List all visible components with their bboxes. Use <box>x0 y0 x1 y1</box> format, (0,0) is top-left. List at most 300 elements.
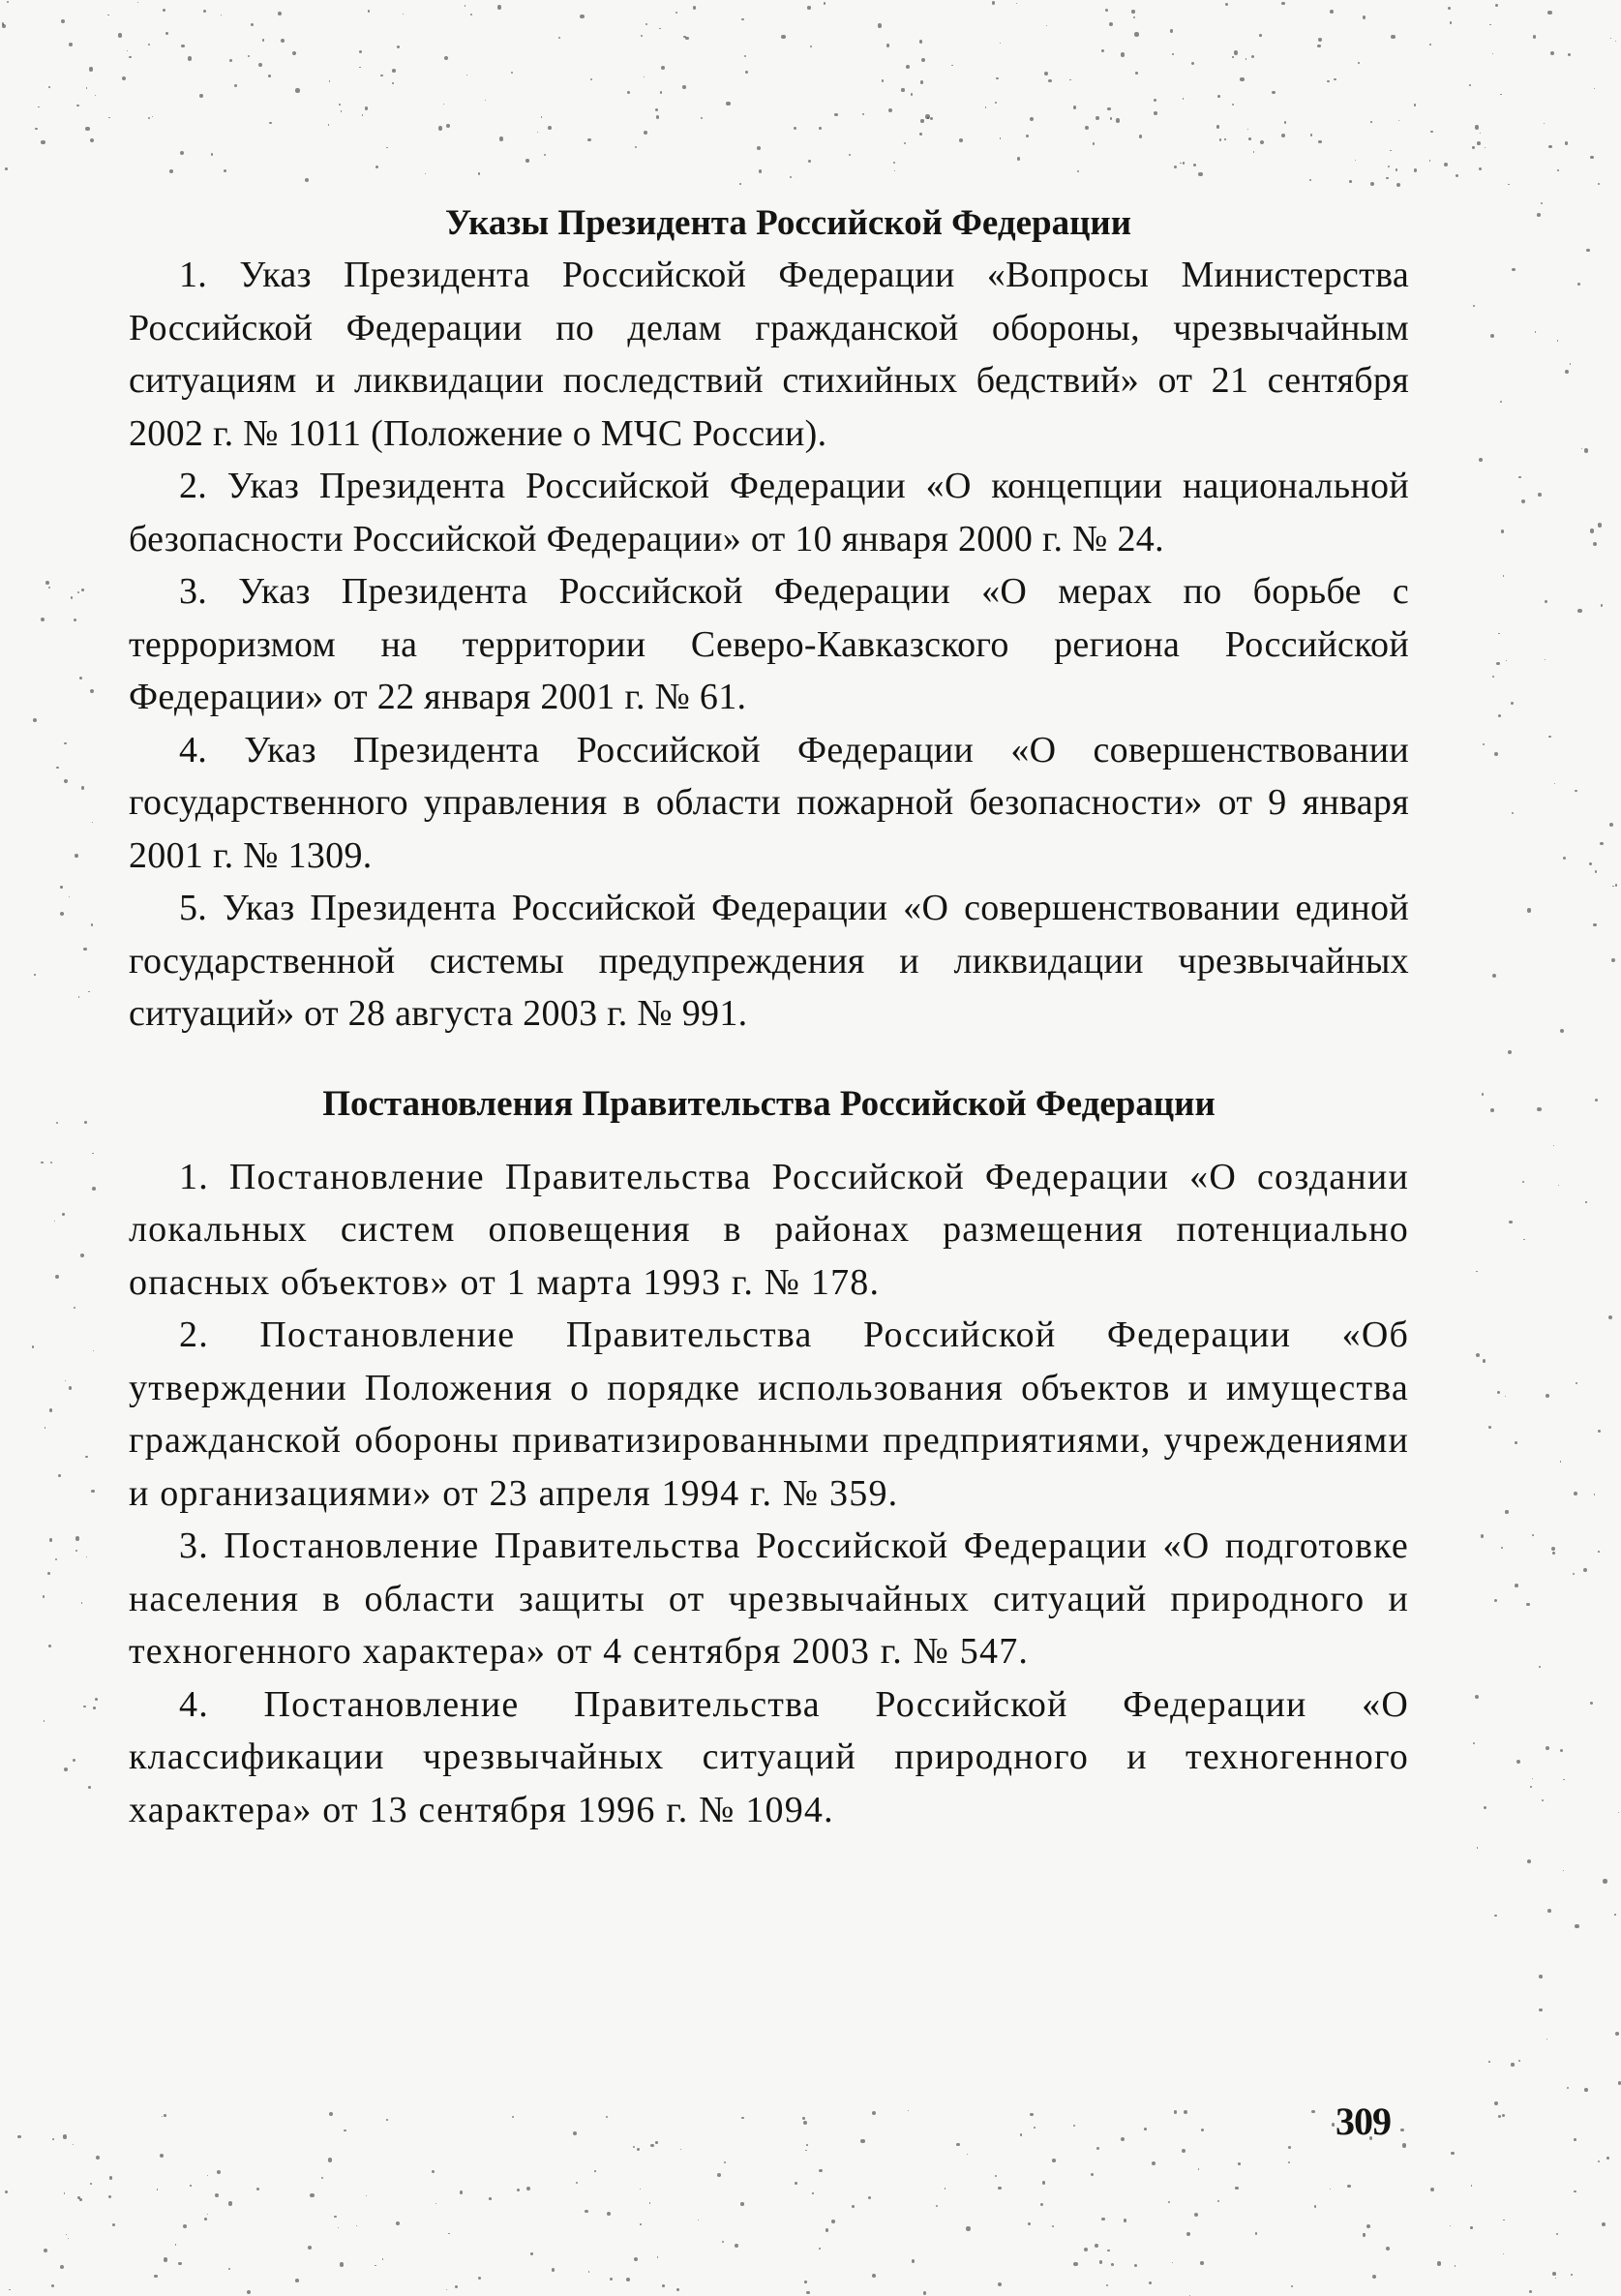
noise-speck <box>1429 44 1431 45</box>
noise-speck <box>927 117 930 120</box>
noise-speck <box>701 117 703 119</box>
noise-speck <box>359 50 362 53</box>
noise-speck <box>73 2144 74 2145</box>
noise-speck <box>1598 1430 1601 1433</box>
noise-speck <box>1437 2261 1441 2265</box>
noise-speck <box>339 104 341 106</box>
noise-speck <box>882 79 885 82</box>
noise-speck <box>995 2175 997 2177</box>
noise-speck <box>63 2134 67 2138</box>
noise-speck <box>329 80 330 81</box>
noise-speck <box>45 1427 46 1429</box>
noise-speck <box>886 44 890 47</box>
noise-speck <box>81 786 84 789</box>
noise-speck <box>1085 126 1089 130</box>
noise-speck <box>1584 2088 1588 2092</box>
noise-speck <box>1251 55 1254 58</box>
noise-speck <box>1048 79 1052 83</box>
noise-speck <box>1518 476 1521 479</box>
noise-speck <box>1030 117 1034 121</box>
noise-speck <box>906 65 910 69</box>
noise-speck <box>1475 1695 1479 1699</box>
noise-speck <box>1612 886 1614 888</box>
noise-speck <box>1563 1779 1565 1781</box>
noise-speck <box>5 167 8 170</box>
noise-speck <box>740 2202 743 2205</box>
noise-speck <box>998 2282 1002 2286</box>
noise-speck <box>959 138 963 142</box>
noise-speck <box>207 2175 209 2177</box>
noise-speck <box>204 2218 207 2220</box>
noise-speck <box>211 153 214 156</box>
noise-speck <box>1396 183 1400 187</box>
noise-speck <box>489 2197 492 2200</box>
noise-speck <box>1574 2190 1576 2193</box>
noise-speck <box>1473 305 1475 307</box>
noise-speck <box>803 2121 807 2125</box>
noise-speck <box>58 1474 61 1477</box>
noise-speck <box>33 718 37 722</box>
noise-speck <box>1291 2285 1293 2287</box>
noise-speck <box>1494 1599 1497 1602</box>
noise-speck <box>1091 2173 1094 2176</box>
noise-speck <box>1533 35 1536 38</box>
noise-speck <box>1500 401 1502 403</box>
noise-speck <box>919 40 922 43</box>
noise-speck <box>1170 29 1173 32</box>
noise-speck <box>258 63 262 67</box>
noise-speck <box>1109 22 1113 26</box>
noise-speck <box>1505 1396 1506 1397</box>
noise-speck <box>1471 2185 1473 2187</box>
noise-speck <box>1584 448 1588 452</box>
noise-speck <box>1515 1441 1517 1444</box>
noise-speck <box>587 138 591 142</box>
resolution-item-1: 1. Постановление Правительства Российской Федерации «О создании локальных систем оповещения в районах размещения потенциально опасных объектов» от 1 марта 1993 г. № 178. <box>129 1156 1409 1303</box>
noise-speck <box>985 106 987 108</box>
noise-speck <box>1611 958 1615 962</box>
noise-speck <box>1444 163 1448 166</box>
decree-item-2: 2. Указ Президента Российской Федерации «О концепции национальной безопасности Российской Федерации» от 10 января 2000 г. № 24. <box>129 466 1409 559</box>
noise-speck <box>594 2170 596 2172</box>
noise-speck <box>992 1 995 4</box>
noise-speck <box>112 2223 116 2227</box>
noise-speck <box>1545 659 1546 660</box>
noise-speck <box>1174 2110 1177 2113</box>
noise-speck <box>1575 790 1576 792</box>
noise-speck <box>911 93 914 96</box>
noise-speck <box>1224 138 1226 140</box>
noise-speck <box>69 43 73 46</box>
noise-speck <box>580 15 584 18</box>
noise-speck <box>44 1720 45 1721</box>
noise-speck <box>109 2176 112 2179</box>
noise-speck <box>278 12 282 15</box>
noise-speck <box>75 1536 79 1540</box>
noise-speck <box>1139 135 1143 138</box>
noise-speck <box>1247 129 1248 130</box>
noise-speck <box>1469 84 1471 86</box>
noise-speck <box>1017 157 1021 161</box>
noise-speck <box>1216 125 1220 129</box>
noise-speck <box>64 2192 66 2194</box>
noise-speck <box>717 2173 721 2177</box>
noise-speck <box>819 127 822 130</box>
noise-speck <box>190 2185 191 2186</box>
noise-speck <box>446 124 450 128</box>
noise-speck <box>1594 1494 1595 1495</box>
noise-speck <box>56 1122 58 1124</box>
noise-speck <box>819 2248 821 2250</box>
noise-speck <box>1558 1185 1559 1186</box>
noise-speck <box>512 2116 514 2118</box>
page-number: 309 <box>1336 2100 1391 2143</box>
noise-speck <box>1586 249 1590 253</box>
noise-speck <box>860 2139 864 2143</box>
noise-speck <box>641 35 644 38</box>
noise-speck <box>1366 2224 1370 2228</box>
noise-speck <box>295 2279 299 2282</box>
noise-speck <box>650 2144 654 2148</box>
noise-speck <box>573 2131 577 2135</box>
noise-speck <box>1186 2232 1190 2236</box>
noise-speck <box>606 2116 608 2118</box>
noise-speck <box>108 117 110 119</box>
noise-speck <box>645 23 647 25</box>
noise-speck <box>1498 714 1501 717</box>
noise-speck <box>676 2288 679 2291</box>
noise-speck <box>802 2117 804 2119</box>
noise-speck <box>1144 2128 1147 2130</box>
noise-speck <box>41 140 45 144</box>
noise-speck <box>1400 2129 1403 2131</box>
noise-speck <box>366 2195 367 2196</box>
noise-speck <box>1551 1547 1555 1551</box>
noise-speck <box>1016 3 1017 4</box>
noise-speck <box>137 2 138 3</box>
noise-speck <box>1539 1975 1542 1978</box>
noise-speck <box>1093 142 1095 144</box>
noise-speck <box>1503 2220 1505 2221</box>
noise-speck <box>90 138 94 142</box>
noise-speck <box>901 88 904 91</box>
noise-speck <box>919 133 922 136</box>
noise-speck <box>862 113 864 115</box>
noise-speck <box>90 2183 92 2185</box>
noise-speck <box>644 131 647 135</box>
noise-speck <box>662 2284 665 2287</box>
noise-speck <box>996 77 998 79</box>
noise-speck <box>1124 2219 1127 2222</box>
noise-speck <box>75 1550 77 1552</box>
noise-speck <box>1390 150 1392 152</box>
noise-speck <box>585 2210 588 2214</box>
noise-speck <box>1600 842 1603 845</box>
decree-item-5: 5. Указ Президента Российской Федерации «О совершенствовании единой государственной системы предупреждения и ликвидации чрезвычайных ситуаций» от 28 августа 2003 г. № 991. <box>129 888 1409 1034</box>
resolution-item-2: 2. Постановление Правительства Российской Федерации «Об утверждении Положения о порядке использования объектов и имущества гражданской обороны приватизированными предприятиями, учреждениями и организациями» от 23 апреля 1994 г. № 359. <box>129 1314 1409 1514</box>
noise-speck <box>819 2169 822 2172</box>
noise-speck <box>1494 1915 1497 1918</box>
noise-speck <box>55 1275 59 1279</box>
noise-speck <box>1473 1742 1475 1744</box>
noise-speck <box>75 854 78 858</box>
noise-speck <box>164 2257 167 2261</box>
noise-speck <box>65 1380 66 1381</box>
noise-speck <box>852 2205 855 2208</box>
noise-speck <box>1281 2 1284 5</box>
noise-speck <box>375 2265 376 2267</box>
noise-speck <box>1480 133 1481 134</box>
noise-speck <box>77 2196 80 2199</box>
noise-speck <box>1235 2187 1239 2190</box>
noise-speck <box>455 2285 458 2288</box>
noise-speck <box>1105 9 1108 12</box>
noise-speck <box>89 67 93 71</box>
noise-speck <box>234 84 237 87</box>
noise-speck <box>637 2148 640 2151</box>
noise-speck <box>904 142 907 145</box>
noise-speck <box>831 2220 835 2223</box>
noise-speck <box>69 896 70 897</box>
noise-speck <box>1492 53 1493 54</box>
noise-speck <box>1560 1029 1564 1033</box>
noise-speck <box>1134 32 1138 36</box>
noise-speck <box>1386 177 1389 180</box>
noise-speck <box>1201 2129 1204 2131</box>
noise-speck <box>1500 94 1502 96</box>
noise-speck <box>920 80 923 83</box>
noise-speck <box>1259 34 1262 37</box>
noise-speck <box>682 85 685 88</box>
noise-speck <box>129 56 131 58</box>
noise-speck <box>558 37 560 39</box>
noise-speck <box>1073 2125 1075 2127</box>
noise-speck <box>84 1121 87 1124</box>
noise-speck <box>1553 1145 1554 1146</box>
noise-speck <box>1317 45 1320 47</box>
noise-speck <box>34 974 36 976</box>
noise-speck <box>60 886 62 888</box>
noise-speck <box>1489 24 1490 25</box>
noise-speck <box>1601 604 1604 607</box>
noise-speck <box>1512 268 1516 272</box>
noise-speck <box>17 2135 20 2138</box>
noise-speck <box>526 2187 530 2190</box>
noise-speck <box>1526 1603 1529 1606</box>
noise-speck <box>1191 62 1194 65</box>
noise-speck <box>1589 862 1592 865</box>
noise-speck <box>1234 50 1238 54</box>
noise-speck <box>478 2277 481 2280</box>
noise-speck <box>675 12 677 14</box>
noise-speck <box>217 2170 221 2174</box>
noise-speck <box>626 2278 630 2281</box>
noise-speck <box>1539 1666 1541 1668</box>
noise-speck <box>1106 2284 1108 2286</box>
noise-speck <box>1585 1201 1587 1203</box>
noise-speck <box>329 2112 333 2116</box>
noise-speck <box>51 2284 54 2287</box>
noise-speck <box>1495 4 1498 7</box>
noise-speck <box>1577 609 1581 613</box>
noise-speck <box>256 2188 259 2190</box>
noise-speck <box>1505 1510 1508 1513</box>
noise-speck <box>93 1707 96 1709</box>
noise-speck <box>921 58 925 62</box>
noise-speck <box>1310 134 1313 136</box>
noise-speck <box>795 2182 797 2185</box>
noise-speck <box>1595 870 1597 872</box>
noise-speck <box>1110 117 1113 120</box>
noise-speck <box>1069 79 1071 81</box>
noise-speck <box>1547 1909 1551 1913</box>
noise-speck <box>576 2182 579 2185</box>
noise-speck <box>1430 2188 1434 2191</box>
noise-speck <box>633 2146 635 2148</box>
noise-speck <box>1576 1382 1577 1384</box>
noise-speck <box>537 132 538 133</box>
noise-speck <box>1546 1746 1549 1750</box>
noise-speck <box>48 86 50 88</box>
noise-speck <box>1590 156 1593 159</box>
noise-speck <box>95 95 96 96</box>
noise-speck <box>203 10 206 13</box>
noise-speck <box>321 2177 323 2179</box>
noise-speck <box>386 2119 388 2121</box>
noise-speck <box>91 1490 95 1494</box>
noise-speck <box>295 88 299 92</box>
noise-speck <box>1194 2213 1198 2217</box>
noise-speck <box>1618 1812 1619 1813</box>
noise-speck <box>35 128 37 130</box>
noise-speck <box>1575 1924 1578 1928</box>
noise-speck <box>86 1556 87 1557</box>
noise-speck <box>794 127 797 131</box>
noise-speck <box>262 39 265 42</box>
noise-speck <box>73 1759 75 1762</box>
noise-speck <box>1485 147 1486 148</box>
noise-speck <box>207 2214 208 2215</box>
noise-speck <box>1455 2265 1456 2266</box>
noise-speck <box>649 2202 650 2203</box>
noise-speck <box>607 2212 611 2216</box>
noise-speck <box>804 2281 807 2283</box>
noise-speck <box>1523 1239 1525 1241</box>
noise-speck <box>966 2226 970 2230</box>
noise-speck <box>1240 77 1244 81</box>
noise-speck <box>757 146 761 150</box>
noise-speck <box>1172 53 1174 55</box>
noise-speck <box>127 50 129 52</box>
noise-speck <box>1096 116 1099 120</box>
noise-speck <box>1516 1760 1520 1764</box>
noise-speck <box>1456 174 1458 177</box>
noise-speck <box>1152 2161 1156 2165</box>
noise-speck <box>548 126 552 130</box>
noise-speck <box>1414 104 1417 106</box>
noise-speck <box>1476 1271 1477 1272</box>
noise-speck <box>1498 633 1499 634</box>
noise-speck <box>1556 2233 1558 2235</box>
noise-speck <box>1482 1093 1485 1096</box>
noise-speck <box>78 996 79 997</box>
noise-speck <box>81 1602 83 1604</box>
noise-speck <box>685 37 689 41</box>
noise-speck <box>403 14 404 15</box>
noise-speck <box>1184 2110 1187 2114</box>
noise-speck <box>438 126 442 130</box>
noise-speck <box>60 912 64 916</box>
noise-speck <box>499 136 503 140</box>
noise-speck <box>83 948 87 952</box>
noise-speck <box>967 2154 968 2155</box>
noise-speck <box>722 2241 724 2243</box>
noise-speck <box>1475 125 1479 129</box>
noise-speck <box>1052 2225 1054 2227</box>
noise-speck <box>1552 1552 1555 1555</box>
noise-speck <box>1180 163 1182 165</box>
noise-speck <box>1598 2160 1600 2162</box>
noise-speck <box>1512 812 1514 814</box>
noise-speck <box>49 1408 53 1412</box>
noise-speck <box>810 45 812 47</box>
noise-speck <box>1603 1879 1606 1883</box>
noise-speck <box>165 32 168 35</box>
noise-speck <box>908 2110 909 2111</box>
noise-speck <box>1026 135 1029 137</box>
noise-speck <box>1288 2146 1291 2149</box>
noise-speck <box>826 2228 829 2232</box>
section-title-decrees: Указы Президента Российской Федерации <box>444 203 1132 243</box>
noise-speck <box>448 2233 449 2234</box>
noise-speck <box>328 2158 332 2161</box>
noise-speck <box>85 127 89 131</box>
noise-speck <box>1548 145 1552 149</box>
noise-speck <box>741 2117 744 2120</box>
noise-speck <box>878 23 882 27</box>
noise-speck <box>1542 1799 1544 1801</box>
noise-speck <box>79 677 82 680</box>
noise-speck <box>552 2268 555 2272</box>
noise-speck <box>92 822 93 823</box>
noise-speck <box>76 105 79 107</box>
noise-speck <box>368 10 371 13</box>
noise-speck <box>1590 1702 1593 1705</box>
noise-speck <box>1501 1547 1503 1549</box>
noise-speck <box>308 2246 312 2250</box>
noise-speck <box>912 2259 916 2263</box>
noise-speck <box>1560 1749 1563 1752</box>
noise-speck <box>610 2278 613 2281</box>
noise-speck <box>1560 1461 1562 1463</box>
noise-speck <box>199 94 203 98</box>
noise-speck <box>305 178 309 182</box>
noise-speck <box>1598 523 1602 527</box>
noise-speck <box>86 87 88 89</box>
noise-speck <box>1332 2123 1336 2127</box>
noise-speck <box>1077 170 1079 172</box>
noise-speck <box>188 56 192 60</box>
noise-speck <box>790 176 793 179</box>
noise-speck <box>1349 180 1352 183</box>
resolution-item-4: 4. Постановление Правительства Российской Федерации «О классификации чрезвычайных ситуаций природного и техногенного характера» от 13 сентября 1996 г. № 1094. <box>129 1683 1409 1830</box>
noise-speck <box>1318 38 1322 42</box>
noise-speck <box>64 742 66 744</box>
noise-speck <box>1042 2181 1046 2185</box>
noise-speck <box>951 65 953 67</box>
noise-speck <box>1532 1778 1533 1779</box>
noise-speck <box>1174 166 1177 168</box>
